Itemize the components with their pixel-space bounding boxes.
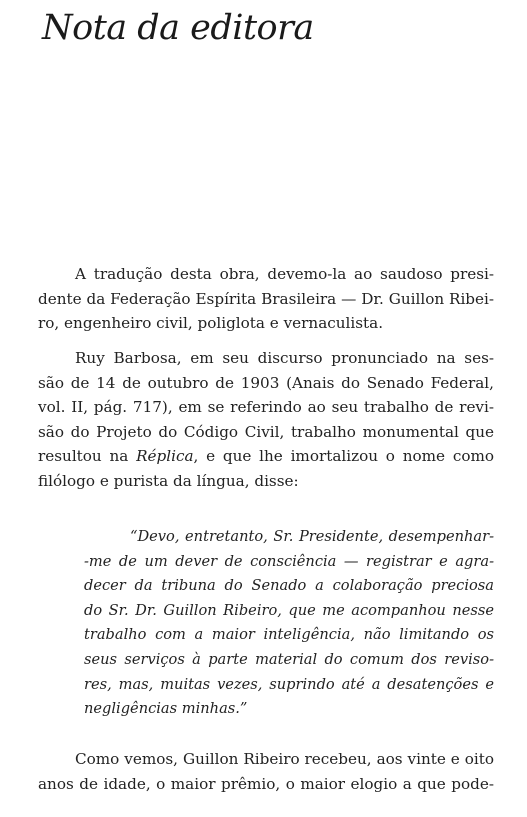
quote-line: negligências minhas.”	[84, 700, 248, 718]
quote-line: -me de um dever de consciência — registrar e agra-	[84, 552, 494, 570]
quote-line: seus serviços à parte material do comum dos reviso-	[84, 650, 494, 668]
text-line: são do Projeto do Código Civil, trabalho monumental que	[38, 422, 494, 441]
text-line: Como vemos, Guillon Ribeiro recebeu, aos vinte e oito	[75, 750, 494, 768]
quote-line: do Sr. Dr. Guillon Ribeiro, que me acompanhou nesse	[84, 601, 494, 619]
paragraph-ruy-barbosa	[38, 346, 494, 494]
quote-line: “Devo, entretanto, Sr. Presidente, desempenhar-	[130, 528, 494, 545]
text-line: vol. II, pág. 717), em se referindo ao seu trabalho de revi-	[38, 398, 494, 417]
quote-line: decer da tribuna do Senado a colaboração preciosa	[84, 577, 494, 595]
quote-line: res, mas, muitas vezes, suprindo até a desatenções e	[84, 675, 494, 693]
text-line	[38, 444, 494, 469]
text-line: Ruy Barbosa, em seu discurso pronunciado na ses-	[75, 349, 494, 367]
text-segment: , e que lhe imortalizou o nome como	[193, 447, 495, 466]
paragraph-translation-credit	[38, 262, 494, 336]
paragraph-conclusion	[38, 747, 494, 796]
text-segment: resultou na	[38, 447, 137, 466]
text-line: dente da Federação Espírita Brasileira — Dr. Guillon Ribei-	[38, 289, 494, 308]
page-title: Nota da editora	[42, 8, 314, 48]
text-line: filólogo e purista da língua, disse:	[38, 471, 299, 490]
book-title-replica: Réplica	[136, 447, 194, 466]
text-line: são de 14 de outubro de 1903 (Anais do Senado Federal,	[38, 373, 494, 392]
text-line: anos de idade, o maior prêmio, o maior elogio a que pode-	[38, 774, 494, 793]
block-quote	[84, 525, 494, 722]
quote-line: trabalho com a maior inteligência, não limitando os	[84, 626, 494, 644]
text-line: A tradução desta obra, devemo-la ao saudoso presi-	[75, 265, 494, 283]
text-line: ro, engenheiro civil, poliglota e vernaculista.	[38, 314, 384, 333]
